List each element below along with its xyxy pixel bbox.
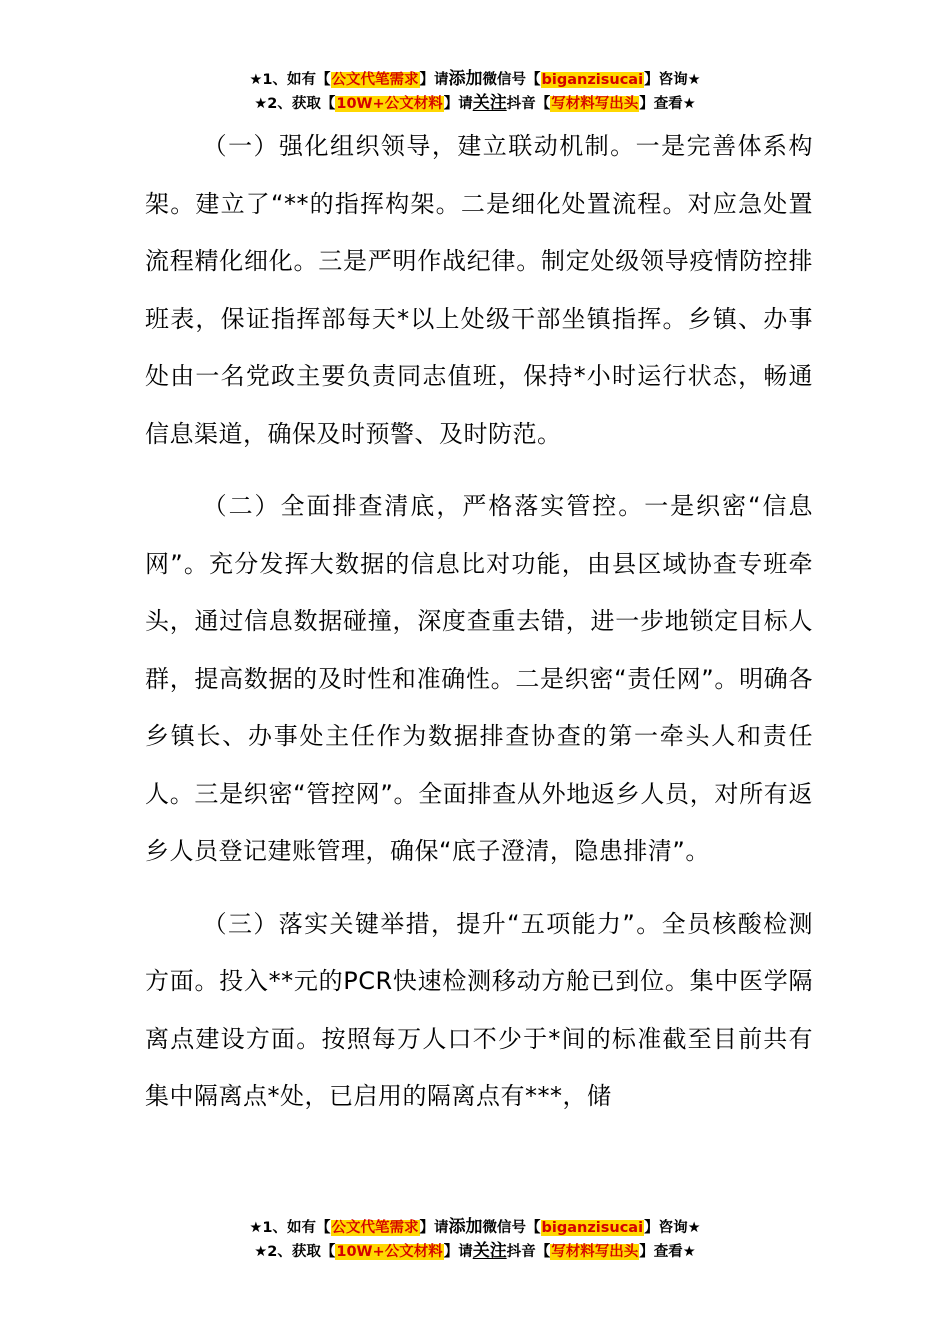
banner-text: ★2、获取【	[254, 1244, 336, 1260]
footer-banner-line-2	[0, 1240, 950, 1264]
banner-text: 】咨询★	[644, 72, 701, 88]
banner-text: 】查看★	[639, 96, 696, 112]
footer-banner	[0, 1216, 950, 1264]
banner-text: ★1、如有【	[249, 1220, 331, 1236]
highlight-wechat-id: biganzisucai	[541, 1220, 644, 1236]
banner-text: 】请	[419, 1220, 449, 1236]
banner-text: 抖音【	[506, 96, 551, 112]
banner-text: 微信号【	[482, 1220, 541, 1236]
emphasis-follow: 关注	[472, 1241, 507, 1261]
highlight-materials: 10W+公文材料	[336, 96, 443, 112]
highlight-service: 公文代笔需求	[331, 1220, 419, 1236]
emphasis-add: 添加	[448, 69, 483, 89]
header-banner	[0, 68, 950, 116]
footer-banner-line-1	[0, 1216, 950, 1240]
banner-text: 微信号【	[482, 72, 541, 88]
banner-text: ★1、如有【	[249, 72, 331, 88]
highlight-service: 公文代笔需求	[331, 72, 419, 88]
banner-text: 抖音【	[506, 1244, 551, 1260]
banner-text: 】请	[443, 96, 473, 112]
banner-text: 】请	[443, 1244, 473, 1260]
highlight-douyin-account: 写材料写出头	[551, 1244, 639, 1260]
banner-text: 】请	[419, 72, 449, 88]
paragraph-2: （二）全面排查清底，严格落实管控。一是织密“信息网”。充分发挥大数据的信息比对功能，由县区域协查专班牵头，通过信息数据碰撞，深度查重去错，进一步地锁定目标人群，提高数据的及时性和准确性。二是织密“责任网”。明确各乡镇长、办事处主任作为数据排查协查的第一牵头人和责任人。三是织密“管控网”。全面排查从外地返乡人员，对所有返乡人员登记建账管理，确保“底子澄清，隐患排清”。	[145, 492, 813, 865]
banner-text: ★2、获取【	[254, 96, 336, 112]
highlight-douyin-account: 写材料写出头	[551, 96, 639, 112]
paragraph-1: （一）强化组织领导，建立联动机制。一是完善体系构架。建立了“**的指挥构架。二是细化处置流程。对应急处置流程精化细化。三是严明作战纪律。制定处级领导疫情防控排班表，保证指挥部每天*以上处级干部坐镇指挥。乡镇、办事处由一名党政主要负责同志值班，保持*小时运行状态，畅通信息渠道，确保及时预警、及时防范。	[145, 132, 813, 448]
highlight-wechat-id: biganzisucai	[541, 72, 644, 88]
document-body	[145, 118, 813, 1141]
header-banner-line-1	[0, 68, 950, 92]
highlight-materials: 10W+公文材料	[336, 1244, 443, 1260]
emphasis-add: 添加	[448, 1217, 483, 1237]
banner-text: 】查看★	[639, 1244, 696, 1260]
emphasis-follow: 关注	[472, 93, 507, 113]
banner-text: 】咨询★	[644, 1220, 701, 1236]
paragraph-3: （三）落实关键举措，提升“五项能力”。全员核酸检测方面。投入**元的PCR快速检测移动方舱已到位。集中医学隔离点建设方面。按照每万人口不少于*间的标准截至目前共有集中隔离点*处，已启用的隔离点有***，储	[145, 909, 813, 1110]
header-banner-line-2	[0, 92, 950, 116]
